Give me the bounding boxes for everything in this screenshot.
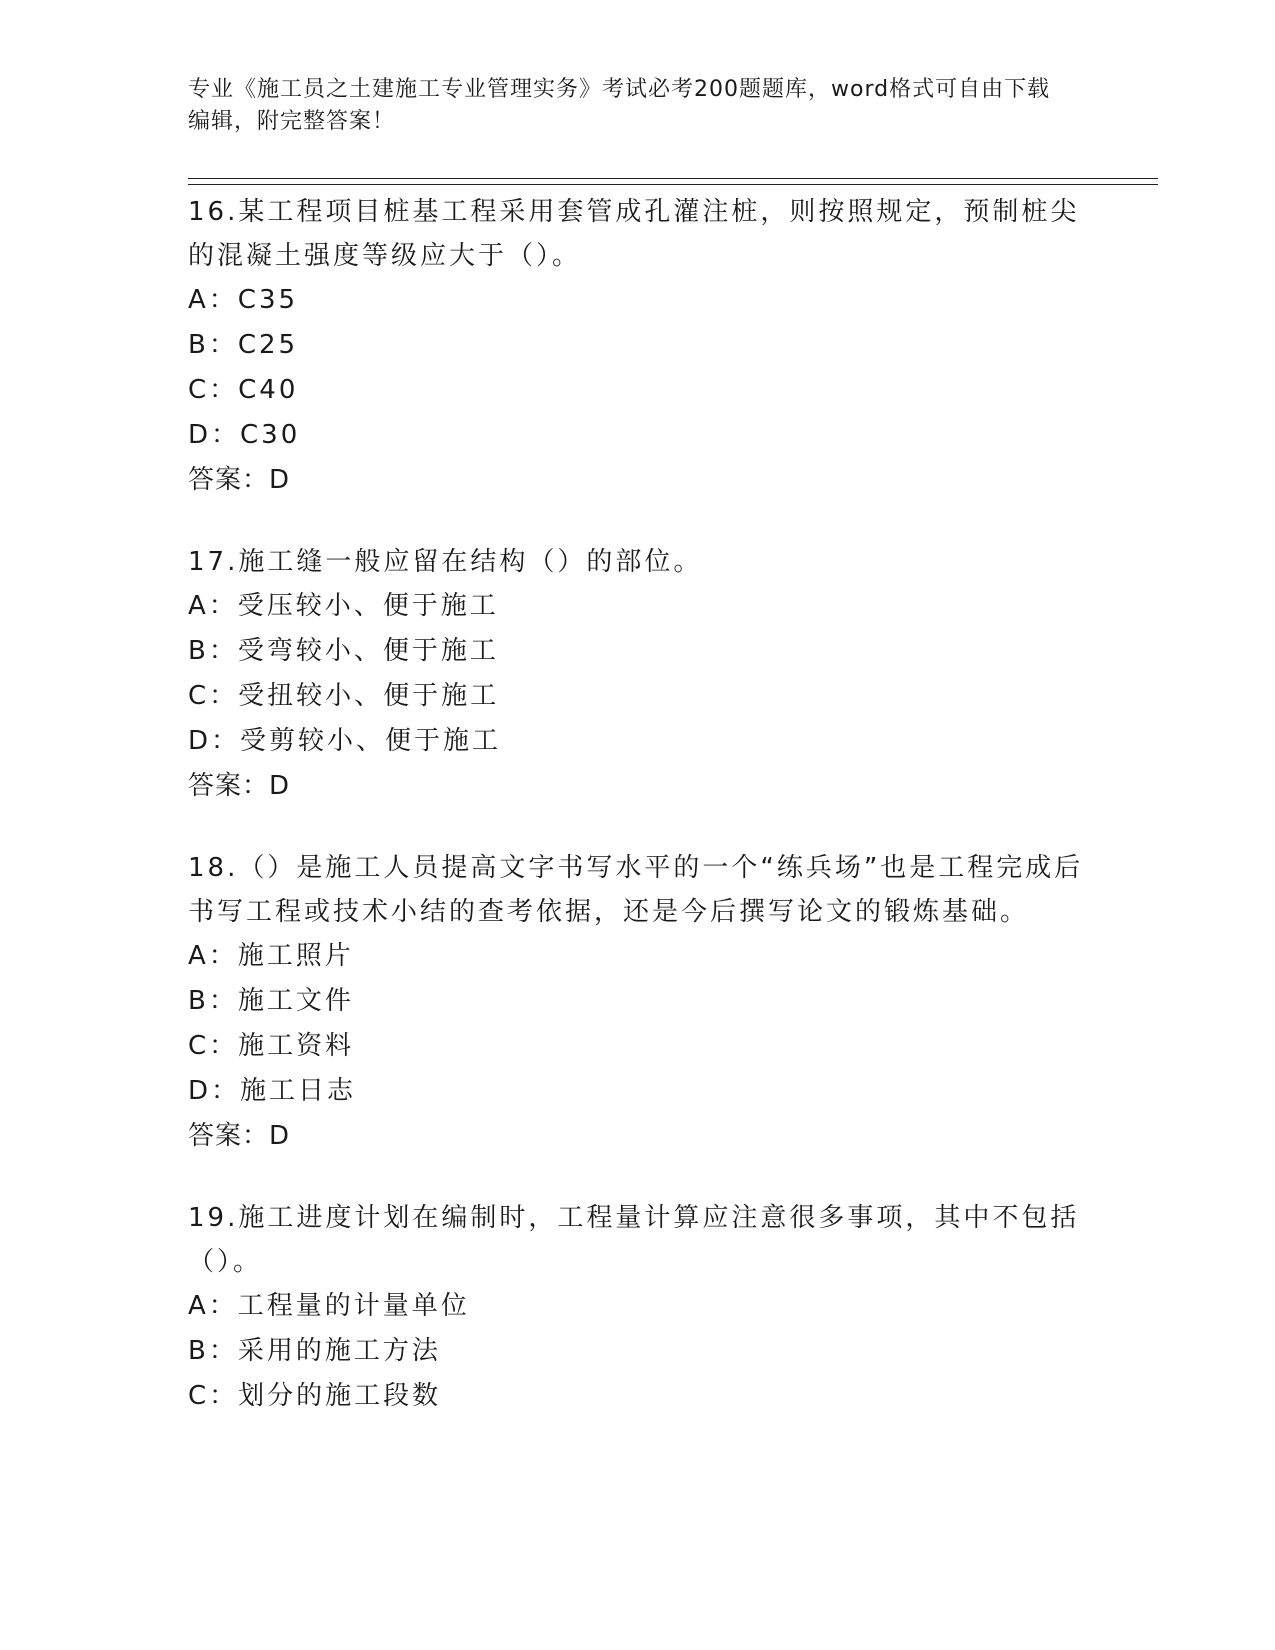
option-b: B：受弯较小、便于施工	[188, 636, 499, 666]
option-c: C：C40	[188, 375, 299, 405]
answer: 答案：D	[188, 1121, 291, 1151]
question-stem: 17.施工缝一般应留在结构（）的部位。	[188, 547, 703, 577]
question-stem: 16.某工程项目桩基工程采用套管成孔灌注桩，则按照规定，预制桩尖的混凝土强度等级应大于（）。	[188, 197, 1080, 271]
header-text: 专业《施工员之土建施工专业管理实务》考试必考200题题库，word格式可自由下载编辑，附完整答案！	[188, 77, 1051, 134]
header-divider	[188, 178, 1158, 185]
option-b: B：采用的施工方法	[188, 1336, 441, 1366]
question-18	[188, 846, 1088, 1158]
question-stem: 19.施工进度计划在编制时，工程量计算应注意很多事项，其中不包括（）。	[188, 1203, 1080, 1277]
option-a: A：工程量的计量单位	[188, 1291, 470, 1321]
option-b: B：C25	[188, 330, 299, 360]
option-a: A：施工照片	[188, 941, 354, 971]
question-19	[188, 1196, 1088, 1419]
question-stem: 18.（）是施工人员提高文字书写水平的一个“练兵场”也是工程完成后书写工程或技术小结的查考依据，还是今后撰写论文的锻炼基础。	[188, 853, 1084, 927]
option-c: C：划分的施工段数	[188, 1381, 442, 1411]
option-d: D：C30	[188, 420, 301, 450]
option-c: C：受扭较小、便于施工	[188, 681, 500, 711]
document-header	[188, 74, 1068, 138]
answer: 答案：D	[188, 771, 291, 801]
option-d: D：施工日志	[188, 1076, 357, 1106]
answer: 答案：D	[188, 465, 291, 495]
option-d: D：受剪较小、便于施工	[188, 726, 502, 756]
option-a: A：受压较小、便于施工	[188, 591, 499, 621]
question-16	[188, 190, 1088, 502]
question-17	[188, 540, 1088, 808]
option-b: B：施工文件	[188, 986, 354, 1016]
option-a: A：C35	[188, 285, 299, 315]
option-c: C：施工资料	[188, 1031, 355, 1061]
question-list	[188, 190, 1088, 1457]
